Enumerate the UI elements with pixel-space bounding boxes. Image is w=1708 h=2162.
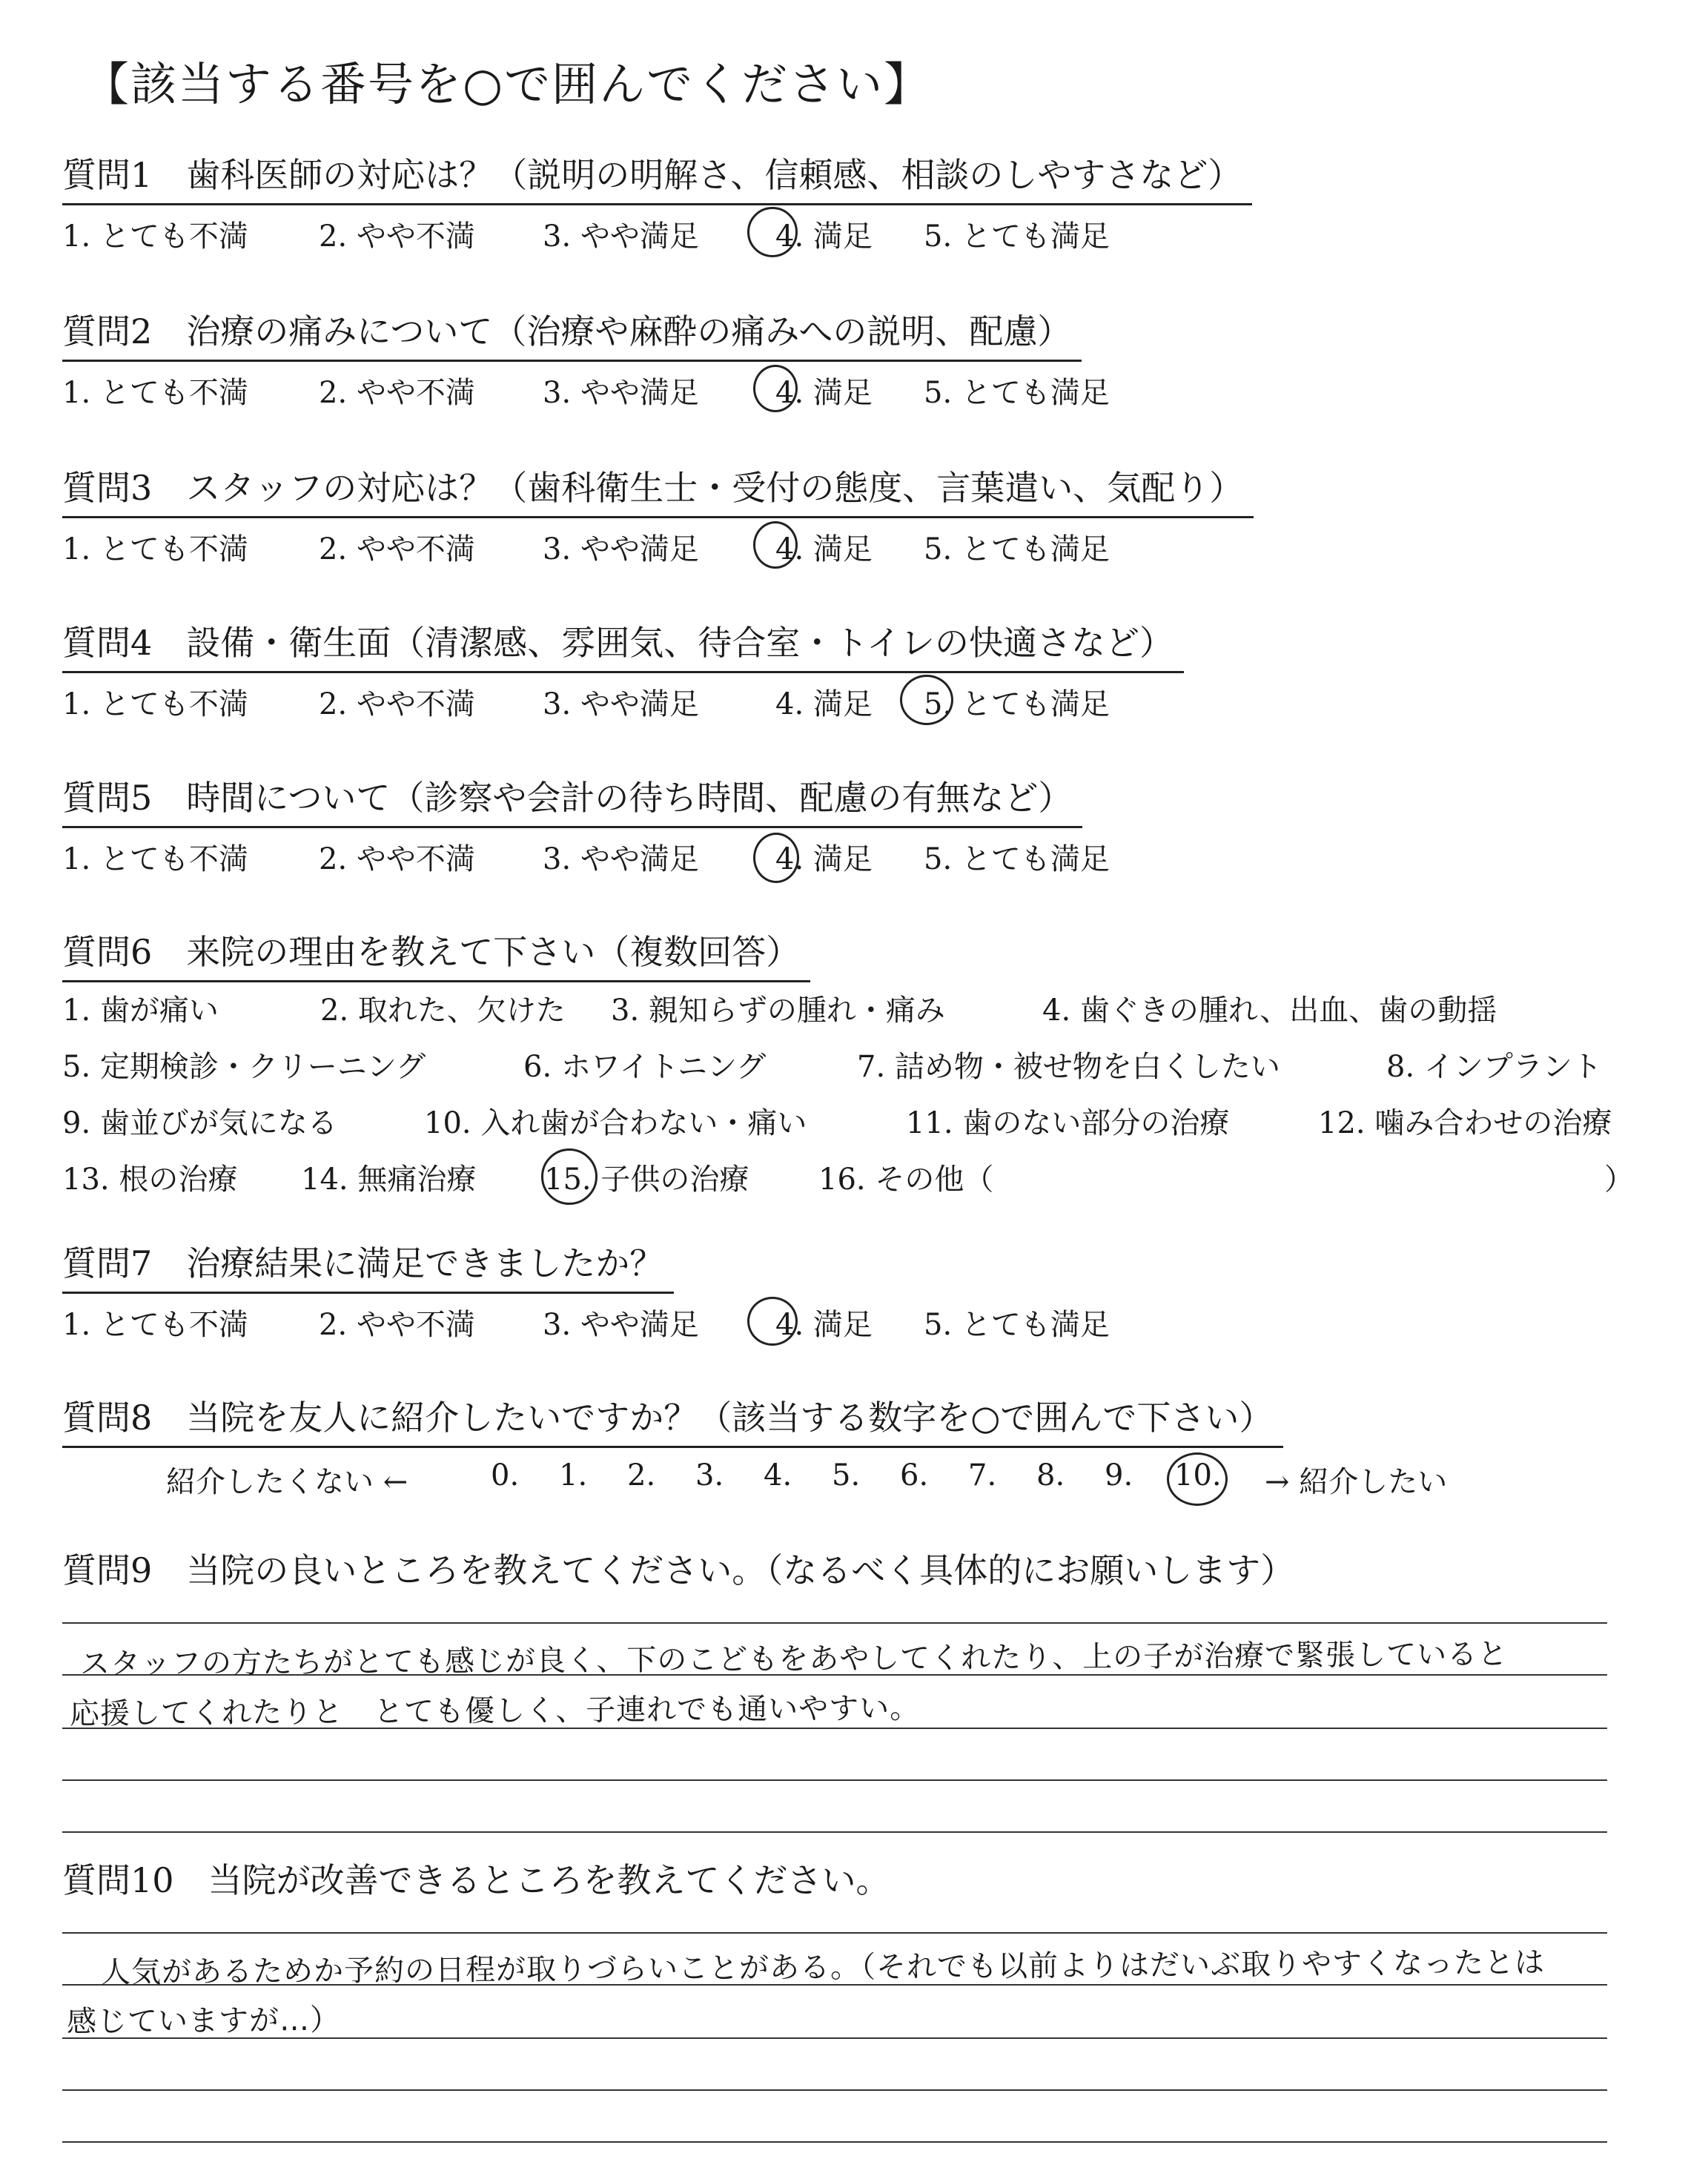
handwritten-answer-line-2: 感じていますが…） [66, 2003, 341, 2040]
option-4[interactable]: 4. 満足 [775, 219, 873, 254]
handwritten-answer-line-1: 人気があるためか予約の日程が取りづらいことがある。（それでも以前よりはだいぶ取りやすくなったとは [100, 1946, 1546, 1990]
selection-circle [1167, 1452, 1228, 1506]
option-5[interactable]: 5. とても満足 [924, 532, 1110, 566]
option-9[interactable]: 9. 歯並びが気になる [62, 1106, 337, 1140]
option-4[interactable]: 4. 満足 [775, 376, 873, 410]
selection-circle [753, 521, 798, 569]
option-3[interactable]: 3. やや満足 [543, 376, 699, 410]
selection-circle [747, 1297, 798, 1346]
option-5[interactable]: 5. とても満足 [924, 842, 1110, 876]
page-title: 【該当する番号を○で囲んでください】 [83, 57, 932, 111]
answer-area-10[interactable] [62, 1925, 1664, 2162]
option-5[interactable]: 5. とても満足 [924, 687, 1110, 721]
option-5[interactable]: 5. 定期検診・クリーニング [62, 1050, 426, 1084]
option-6[interactable]: 6. ホワイトニング [523, 1050, 767, 1084]
question-5 [62, 771, 1664, 882]
option-4[interactable]: 4. 満足 [775, 532, 873, 566]
question-4-heading: 質問4 設備・衛生面（清潔感、雰囲気、待合室・トイレの快適さなど） [62, 616, 1184, 673]
option-2[interactable]: 2. やや不満 [319, 687, 475, 721]
question-5-options [62, 836, 1664, 882]
option-4[interactable]: 4. 満足 [775, 1308, 873, 1342]
option-4[interactable]: 4. 満足 [775, 687, 873, 721]
question-2 [62, 305, 1664, 415]
question-1-options [62, 213, 1664, 259]
question-3-heading: 質問3 スタッフの対応は？（歯科衛生士・受付の態度、言葉遣い、気配り） [62, 461, 1254, 518]
option-2[interactable]: 2. やや不満 [319, 842, 475, 876]
option-15[interactable]: 15. 子供の治療 [544, 1163, 749, 1197]
question-3 [62, 461, 1664, 572]
option-1[interactable]: 1. とても不満 [62, 219, 248, 254]
scale-5[interactable]: 5. [832, 1458, 861, 1492]
scale-right-label: → 紹介したい [1265, 1465, 1448, 1499]
question-2-heading: 質問2 治療の痛みについて（治療や麻酔の痛みへの説明、配慮） [62, 305, 1082, 362]
option-3[interactable]: 3. やや満足 [543, 842, 699, 876]
option-8[interactable]: 8. インプラント [1386, 1050, 1602, 1084]
option-2[interactable]: 2. やや不満 [319, 219, 475, 254]
ruled-line [62, 2089, 1607, 2091]
scale-2[interactable]: 2. [627, 1458, 656, 1492]
scale-9[interactable]: 9. [1105, 1458, 1133, 1492]
question-8-heading: 質問8 当院を友人に紹介したいですか？（該当する数字を○で囲んで下さい） [62, 1391, 1283, 1448]
question-10-heading: 質問10 当院が改善できるところを教えてください。 [62, 1860, 890, 1900]
scale-8[interactable]: 8. [1036, 1458, 1065, 1492]
options-row-2 [62, 1043, 1664, 1095]
question-10 [62, 1854, 1664, 2162]
scale-7[interactable]: 7. [968, 1458, 997, 1492]
question-8 [62, 1391, 1664, 1510]
option-16[interactable]: 16. その他（ [818, 1163, 994, 1197]
question-5-heading: 質問5 時間について（診察や会計の待ち時間、配慮の有無など） [62, 771, 1082, 828]
option-4[interactable]: 4. 歯ぐきの腫れ、出血、歯の動揺 [1042, 994, 1497, 1028]
question-6 [62, 925, 1664, 1208]
question-2-options [62, 369, 1664, 415]
recommend-scale [62, 1458, 1664, 1510]
scale-left-label: 紹介したくない ← [166, 1465, 408, 1499]
question-7 [62, 1237, 1664, 1347]
option-1[interactable]: 1. とても不満 [62, 687, 248, 721]
question-7-options [62, 1301, 1664, 1347]
selection-circle [900, 675, 953, 725]
option-5[interactable]: 5. とても満足 [924, 376, 1110, 410]
ruled-line [62, 2141, 1607, 2143]
scale-1[interactable]: 1. [559, 1458, 588, 1492]
option-10[interactable]: 10. 入れ歯が合わない・痛い [424, 1106, 807, 1140]
option-14[interactable]: 14. 無痛治療 [301, 1163, 477, 1197]
option-12[interactable]: 12. 噛み合わせの治療 [1318, 1106, 1612, 1140]
handwritten-answer-line-1: スタッフの方たちがとても感じが良く、下のこどもをあやしてくれたり、上の子が治療で緊張していると [79, 1637, 1509, 1682]
options-row-1 [62, 987, 1664, 1039]
scale-6[interactable]: 6. [900, 1458, 929, 1492]
option-11[interactable]: 11. 歯のない部分の治療 [906, 1106, 1230, 1140]
question-4-options [62, 681, 1664, 727]
handwritten-answer-line-2: 応援してくれたりと とても優しく、子連れでも通いやすい。 [69, 1690, 921, 1732]
option-5[interactable]: 5. とても満足 [924, 219, 1110, 254]
option-1[interactable]: 1. とても不満 [62, 1308, 248, 1342]
option-7[interactable]: 7. 詰め物・被せ物を白くしたい [857, 1050, 1280, 1084]
selection-circle [753, 833, 799, 883]
option-3[interactable]: 3. やや満足 [543, 687, 699, 721]
ruled-line [62, 1779, 1607, 1781]
scale-4[interactable]: 4. [764, 1458, 792, 1492]
ruled-line [62, 1831, 1607, 1833]
option-4[interactable]: 4. 満足 [775, 842, 873, 876]
question-6-options [62, 987, 1664, 1208]
options-row-3 [62, 1100, 1664, 1151]
option-1[interactable]: 1. とても不満 [62, 532, 248, 566]
option-2[interactable]: 2. 取れた、欠けた [320, 994, 566, 1028]
option-1[interactable]: 1. 歯が痛い [62, 994, 219, 1028]
option-1[interactable]: 1. とても不満 [62, 376, 248, 410]
question-1-heading: 質問1 歯科医師の対応は？（説明の明解さ、信頼感、相談のしやすさなど） [62, 148, 1252, 205]
scale-3[interactable]: 3. [695, 1458, 724, 1492]
option-13[interactable]: 13. 根の治療 [62, 1163, 238, 1197]
selection-circle [753, 365, 798, 412]
option-1[interactable]: 1. とても不満 [62, 842, 248, 876]
ruled-line [62, 1622, 1607, 1624]
scale-0[interactable]: 0. [491, 1458, 520, 1492]
option-3[interactable]: 3. 親知らずの腫れ・痛み [611, 994, 945, 1028]
option-3[interactable]: 3. やや満足 [543, 1308, 699, 1342]
scale-10[interactable]: 10. [1174, 1458, 1222, 1492]
option-3[interactable]: 3. やや満足 [543, 532, 699, 566]
question-3-options [62, 526, 1664, 572]
option-2[interactable]: 2. やや不満 [319, 376, 475, 410]
option-2[interactable]: 2. やや不満 [319, 532, 475, 566]
question-4 [62, 616, 1664, 727]
option-3[interactable]: 3. やや満足 [543, 219, 699, 254]
question-6-heading: 質問6 来院の理由を教えて下さい（複数回答） [62, 925, 810, 982]
selection-circle [747, 207, 798, 257]
question-9-heading: 質問9 当院の良いところを教えてください。（なるべく具体的にお願いします） [62, 1550, 1295, 1590]
other-close-paren: ） [1604, 1163, 1634, 1197]
ruled-line [62, 1932, 1607, 1934]
selection-circle [541, 1148, 598, 1205]
options-row-4 [62, 1156, 1664, 1208]
option-5[interactable]: 5. とても満足 [924, 1308, 1110, 1342]
question-7-heading: 質問7 治療結果に満足できましたか？ [62, 1237, 674, 1294]
option-2[interactable]: 2. やや不満 [319, 1308, 475, 1342]
question-1 [62, 148, 1664, 259]
